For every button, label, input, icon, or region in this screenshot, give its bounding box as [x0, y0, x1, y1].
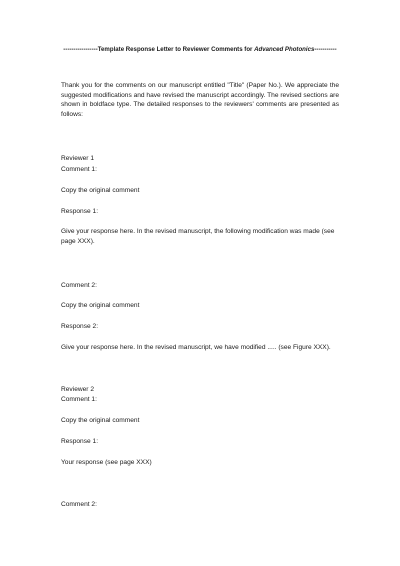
intro-paragraph: Thank you for the comments on our manuscript entitled "Title" (Paper No.). We appreciate the suggested modifications and have revised the manuscript accordingly. The revised sections are shown in boldface type. The detailed responses to the reviewers' comments are presented as follows: — [61, 82, 339, 118]
reviewer-2-response-1-text: Your response (see page XXX) — [61, 459, 152, 466]
reviewer-1-comment-1-text: Copy the original comment — [61, 187, 140, 194]
title-prefix: -----------------Template Response Letter to Reviewer Comments for — [63, 46, 255, 53]
letter-title — [0, 46, 400, 53]
reviewer-2-comment-2-label: Comment 2: — [61, 501, 97, 508]
reviewer-1-response-2-label: Response 2: — [61, 323, 99, 330]
reviewer-2-heading: Reviewer 2 — [61, 386, 94, 393]
title-suffix: ----------- — [314, 46, 337, 53]
reviewer-1-response-1-label: Response 1: — [61, 208, 99, 215]
reviewer-1-response-2-text: Give your response here. In the revised manuscript, we have modified ..... (see Figure XXX). — [61, 344, 331, 351]
reviewer-1-comment-1-label: Comment 1: — [61, 166, 97, 173]
reviewer-1-response-1-text: Give your response here. In the revised manuscript, the following modification was made (see page XXX). — [61, 228, 335, 245]
reviewer-2-comment-1-label: Comment 1: — [61, 396, 97, 403]
reviewer-2-comment-1-text: Copy the original comment — [61, 417, 140, 424]
reviewer-1-heading: Reviewer 1 — [61, 155, 94, 162]
reviewer-1-comment-2-label: Comment 2: — [61, 282, 97, 289]
journal-name: Advanced Photonics — [254, 46, 315, 53]
reviewer-2-response-1-label: Response 1: — [61, 438, 99, 445]
reviewer-1-comment-2-text: Copy the original comment — [61, 302, 140, 309]
